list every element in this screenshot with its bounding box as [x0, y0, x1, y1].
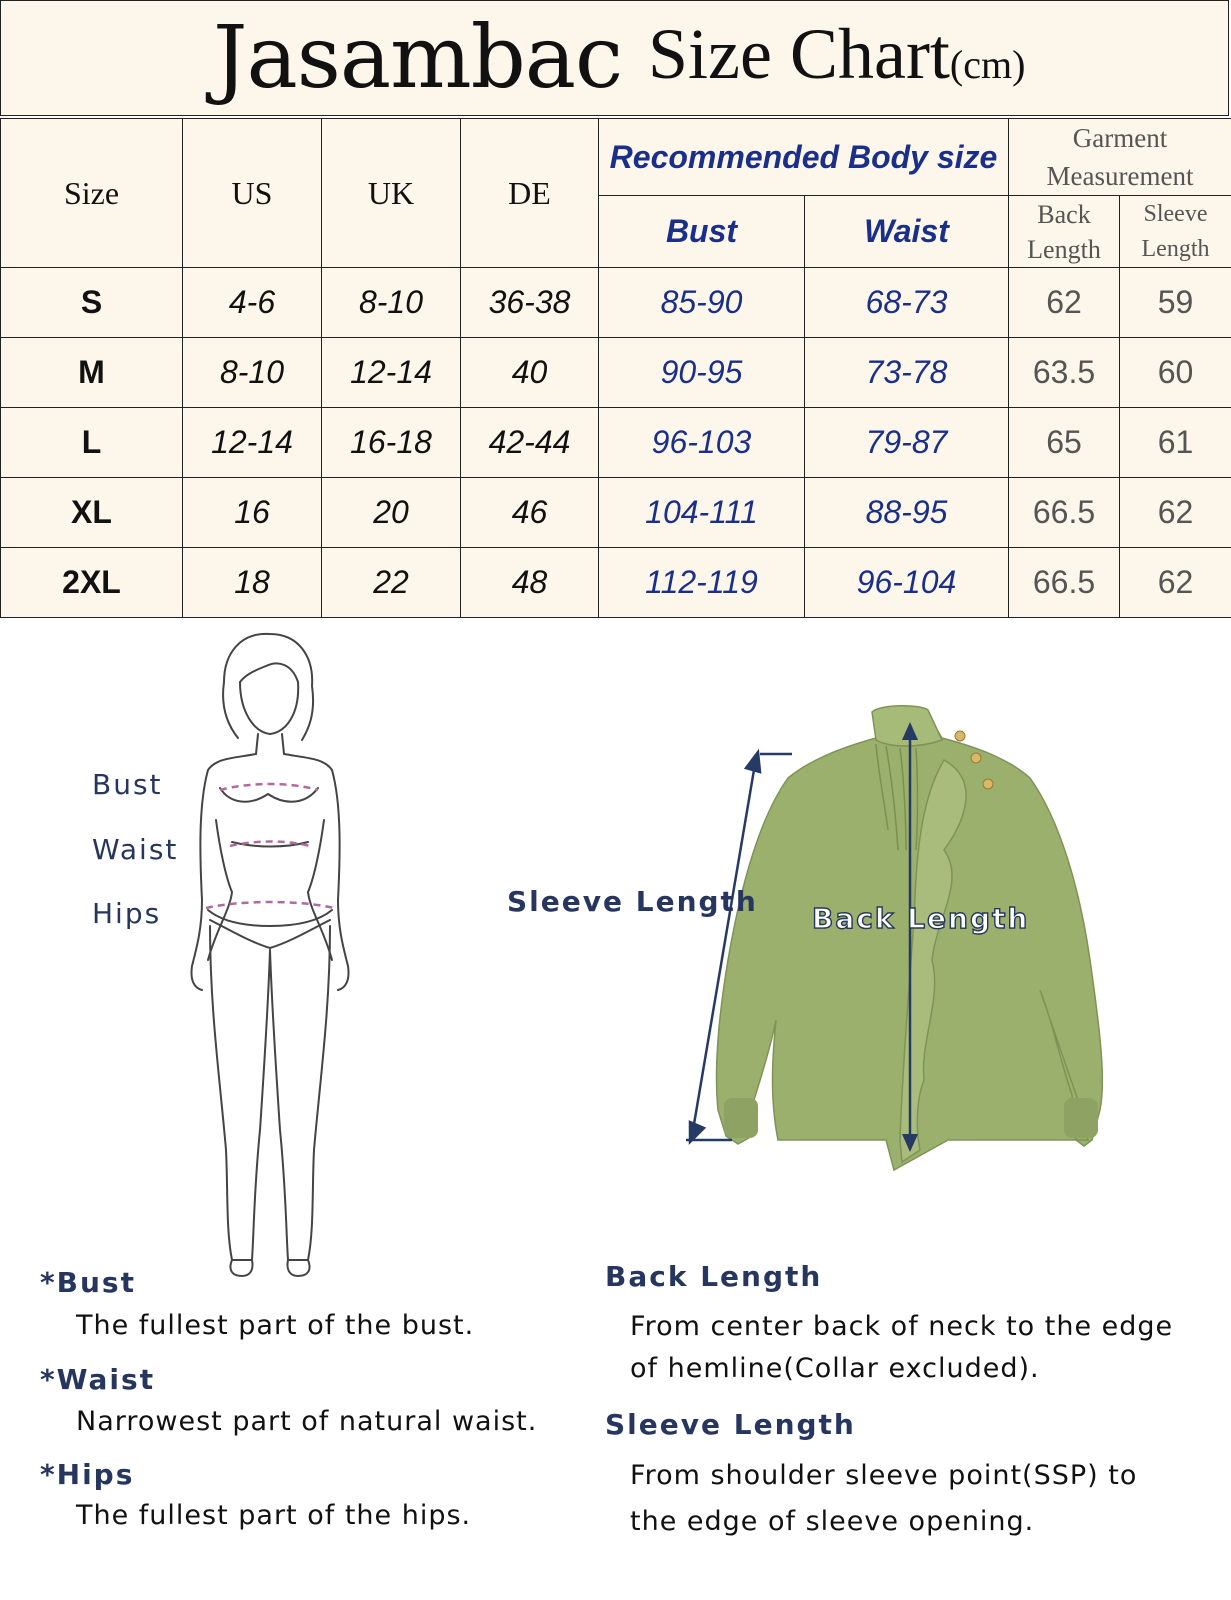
- table-row: [1, 268, 1231, 338]
- header-waist: Waist: [805, 196, 1009, 268]
- back-length-label: Back Length: [812, 902, 1030, 935]
- cell-bust: 112-119: [599, 548, 805, 618]
- def-waist-title: *Waist: [40, 1363, 156, 1396]
- title-unit: (cm): [949, 42, 1026, 87]
- cell-uk: 8-10: [322, 268, 461, 338]
- cell-sleeve-length: 61: [1120, 408, 1231, 478]
- cell-waist: 88-95: [805, 478, 1009, 548]
- def-sleeve-length-title: Sleeve Length: [605, 1408, 856, 1441]
- cell-sleeve-length: 59: [1120, 268, 1231, 338]
- cell-us: 16: [183, 478, 322, 548]
- cell-uk: 22: [322, 548, 461, 618]
- garment-line-2: Measurement: [1046, 161, 1194, 191]
- def-hips-title: *Hips: [40, 1458, 135, 1491]
- def-bust-title: *Bust: [40, 1266, 136, 1299]
- def-sleeve-length-text-1: From shoulder sleeve point(SSP) to: [630, 1460, 1138, 1491]
- cell-back-length: 62: [1009, 268, 1120, 338]
- cell-size: L: [1, 408, 183, 478]
- page-title: [648, 14, 1025, 105]
- title-text: Size Chart: [648, 14, 950, 94]
- brand-name: Jasambac: [213, 8, 623, 108]
- def-back-length-text-2: of hemline(Collar excluded).: [630, 1353, 1040, 1384]
- cell-uk: 12-14: [322, 338, 461, 408]
- cell-de: 42-44: [461, 408, 599, 478]
- header-bust: Bust: [599, 196, 805, 268]
- cell-waist: 79-87: [805, 408, 1009, 478]
- cell-us: 8-10: [183, 338, 322, 408]
- cell-size: XL: [1, 478, 183, 548]
- figure-waist-label: Waist: [92, 833, 179, 866]
- cell-bust: 85-90: [599, 268, 805, 338]
- cell-us: 12-14: [183, 408, 322, 478]
- table-row: [1, 338, 1231, 408]
- size-table: [0, 118, 1231, 618]
- cell-back-length: 66.5: [1009, 548, 1120, 618]
- cell-waist: 73-78: [805, 338, 1009, 408]
- cell-bust: 96-103: [599, 408, 805, 478]
- blouse-illustration-icon: [680, 700, 1140, 1180]
- table-row: [1, 408, 1231, 478]
- cell-de: 48: [461, 548, 599, 618]
- cell-uk: 16-18: [322, 408, 461, 478]
- garment-line-1: Garment: [1072, 123, 1168, 153]
- sleeve-line-2: Length: [1141, 235, 1210, 262]
- cell-bust: 90-95: [599, 338, 805, 408]
- figure-hips-label: Hips: [92, 897, 162, 930]
- table-row: [1, 478, 1231, 548]
- back-line-2: Length: [1027, 234, 1101, 264]
- cell-waist: 96-104: [805, 548, 1009, 618]
- cell-de: 36-38: [461, 268, 599, 338]
- header-us: US: [183, 119, 322, 268]
- cell-size: M: [1, 338, 183, 408]
- cell-waist: 68-73: [805, 268, 1009, 338]
- body-outline-icon: [180, 630, 360, 1290]
- header-recommended-body-size: Recommended Body size: [599, 119, 1009, 196]
- cell-de: 40: [461, 338, 599, 408]
- header-garment-measurement: [1009, 119, 1231, 196]
- cell-de: 46: [461, 478, 599, 548]
- cell-back-length: 63.5: [1009, 338, 1120, 408]
- def-hips-text: The fullest part of the hips.: [76, 1500, 472, 1531]
- sleeve-line-1: Sleeve: [1143, 200, 1208, 227]
- cell-us: 4-6: [183, 268, 322, 338]
- header-uk: UK: [322, 119, 461, 268]
- cell-size: 2XL: [1, 548, 183, 618]
- def-back-length-title: Back Length: [605, 1260, 823, 1293]
- sleeve-length-label: Sleeve Length: [507, 885, 758, 918]
- cell-back-length: 65: [1009, 408, 1120, 478]
- figure-bust-label: Bust: [92, 768, 163, 801]
- back-line-1: Back: [1037, 199, 1091, 229]
- header-back-length: [1009, 196, 1120, 268]
- cell-us: 18: [183, 548, 322, 618]
- def-sleeve-length-text-2: the edge of sleeve opening.: [630, 1506, 1035, 1537]
- def-bust-text: The fullest part of the bust.: [76, 1310, 475, 1341]
- cell-sleeve-length: 60: [1120, 338, 1231, 408]
- cell-size: S: [1, 268, 183, 338]
- def-waist-text: Narrowest part of natural waist.: [76, 1406, 538, 1437]
- table-row: [1, 548, 1231, 618]
- header-de: DE: [461, 119, 599, 268]
- cell-bust: 104-111: [599, 478, 805, 548]
- header-sleeve-length: [1120, 196, 1231, 268]
- def-back-length-text-1: From center back of neck to the edge: [630, 1311, 1174, 1342]
- cell-sleeve-length: 62: [1120, 548, 1231, 618]
- cell-uk: 20: [322, 478, 461, 548]
- cell-sleeve-length: 62: [1120, 478, 1231, 548]
- table-header-row: [1, 119, 1231, 196]
- header-size: Size: [1, 119, 183, 268]
- cell-back-length: 66.5: [1009, 478, 1120, 548]
